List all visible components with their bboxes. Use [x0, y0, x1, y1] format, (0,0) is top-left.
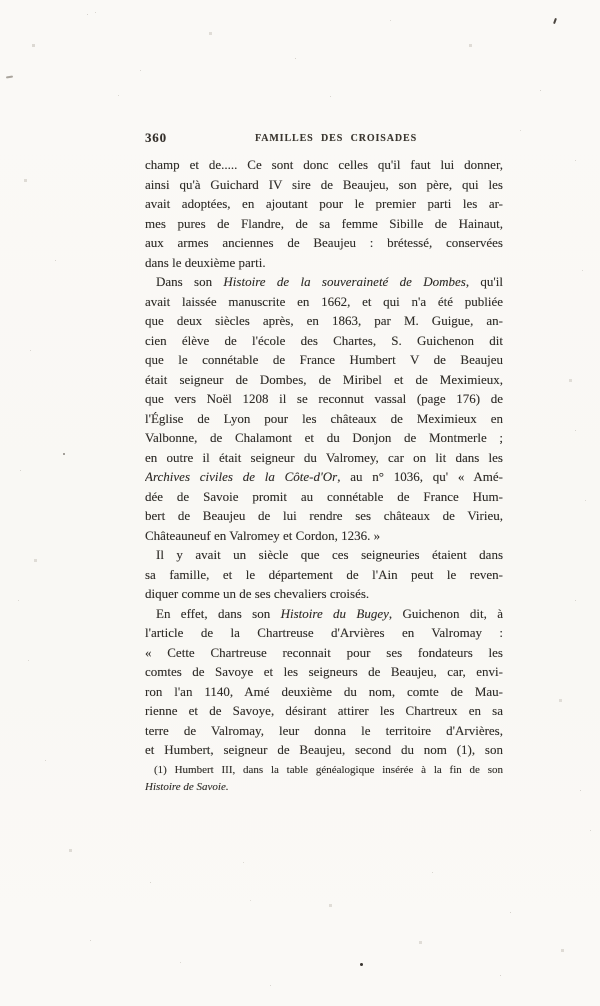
paragraph-3-line-2: sa famille, et le département de l'Ain peut le reven-: [145, 566, 503, 582]
paragraph-2-line-5: que le connétable de France Humbert V de Beaujeu: [145, 352, 503, 367]
paragraph-3-line-3: diquer comme un de ses chevaliers croisés.: [145, 586, 370, 601]
ink-dash-top-left: [6, 76, 13, 79]
footnote-line-1: (1) Humbert III, dans la table généalogique insérée à la fin de son: [154, 764, 503, 776]
paragraph-1-line-2: ainsi qu'à Guichard IV sire de Beaujeu, son père, qui les: [145, 176, 503, 192]
paragraph-2-line-4: cien élève de l'école des Chartes, S. Guichenon dit: [145, 332, 503, 348]
ink-spot-top-right: [553, 18, 557, 24]
footnote: [145, 762, 503, 795]
paragraph-2-line-14: Châteauneuf en Valromey et Cordon, 1236. »: [145, 527, 381, 543]
paragraph-2-line-6: était seigneur de Dombes, de Miribel et de Meximieux,: [145, 371, 503, 387]
paragraph-2-line-1: Dans son Histoire de la souveraineté de Dombes, qu'il: [156, 274, 503, 289]
paragraph-2-line-10: en outre il était seigneur du Valromey, car on lit dans les: [145, 449, 503, 465]
paragraph-1-line-5: aux armes anciennes de Beaujeu : brétessé, conservées: [145, 235, 503, 250]
footnote-line-2: Histoire de Savoie.: [145, 780, 229, 793]
body-text: [145, 155, 503, 760]
paragraph-4-line-5: ron l'an 1140, Amé deuxième du nom, comte de Mau-: [145, 683, 503, 699]
page-number: 360: [145, 130, 167, 145]
paragraph-1-line-4: mes pures de Flandre, de sa femme Sibille de Hainaut,: [145, 215, 503, 231]
paragraph-2-line-13: bert de Beaujeu de lui rendre ses châteaux de Virieu,: [145, 508, 503, 523]
ink-spot-bottom: [360, 963, 363, 966]
paragraph-2-line-3: que deux siècles après, en 1863, par M. Guigue, an-: [145, 313, 503, 328]
paragraph-1-line-3: avait adoptées, en ajoutant pour le premier parti les ar-: [145, 196, 503, 211]
paragraph-1-line-6: dans le deuxième parti.: [145, 254, 266, 270]
paragraph-4-line-3: « Cette Chartreuse reconnait pour ses fondateurs les: [145, 644, 503, 660]
paragraph-2-line-11: Archives civiles de la Côte-d'Or, au n° 1036, qu' « Amé-: [145, 469, 503, 484]
paragraph-2-line-9: Valbonne, de Chalamont et du Donjon de Montmerle ;: [145, 430, 503, 445]
paragraph-4-line-6: rienne et de Savoye, désirant attirer les Chartreux en sa: [145, 703, 503, 718]
paragraph-4-line-4: comtes de Savoye et les seigneurs de Beaujeu, car, envi-: [145, 664, 503, 679]
paragraph-4-line-8: et Humbert, seigneur de Beaujeu, second du nom (1), son: [145, 742, 503, 757]
running-title: FAMILLES DES CROISADES: [254, 133, 418, 144]
paragraph-4-line-2: l'article de la Chartreuse d'Arvières en Valromay :: [145, 625, 503, 640]
paragraph-2-line-2: avait laissée manuscrite en 1662, et qui n'a été publiée: [145, 293, 503, 309]
ink-dot-left-margin: [63, 453, 65, 455]
paragraph-2-line-12: dée de Savoie promit au connétable de France Hum-: [145, 488, 503, 504]
paragraph-2-line-8: l'Église de Lyon pour les châteaux de Meximieux en: [145, 410, 503, 426]
paragraph-1-line-1: champ et de..... Ce sont donc celles qu'il faut lui donner,: [145, 157, 503, 172]
paragraph-3-line-1: Il y avait un siècle que ces seigneuries étaient dans: [156, 547, 503, 562]
paragraph-4-line-1: En effet, dans son Histoire du Bugey, Guichenon dit, à: [156, 605, 503, 621]
paragraph-4-line-7: terre de Valromay, leur donna le territoire d'Arvières,: [145, 722, 503, 738]
scan-speckle-layer: [0, 0, 1, 1]
paragraph-2-line-7: que vers Noël 1208 il se reconnut vassal (page 176) de: [145, 391, 503, 406]
